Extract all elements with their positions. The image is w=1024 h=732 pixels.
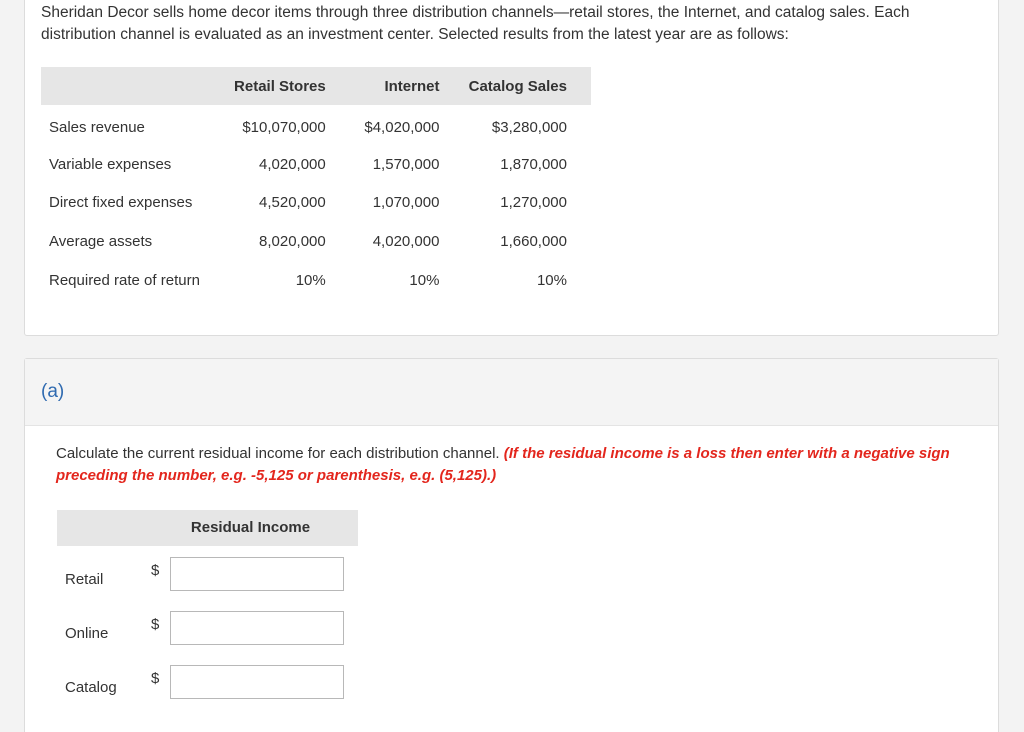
cell-value: 10% xyxy=(409,271,440,289)
row-label: Direct fixed expenses xyxy=(49,194,193,212)
table-corner xyxy=(41,67,212,105)
table-row xyxy=(41,261,591,300)
row-label: Average assets xyxy=(49,232,153,250)
row-label: Variable expenses xyxy=(49,155,172,173)
cell-value: 1,660,000 xyxy=(500,232,567,250)
table-row xyxy=(41,184,591,223)
cell-value: $3,280,000 xyxy=(491,118,567,136)
catalog-residual-income-input[interactable] xyxy=(170,665,344,699)
cell-value: 1,870,000 xyxy=(500,155,567,173)
table-row xyxy=(41,145,591,184)
column-header-internet: Internet xyxy=(350,67,464,105)
column-header-retail: Retail Stores xyxy=(212,67,349,105)
cell-value: $4,020,000 xyxy=(364,118,440,136)
table-row xyxy=(41,222,591,261)
question-hint: (If the residual income is a loss then enter with a negative sign preceding the number, e.g. -5,125 or parenthesis, e.g. (5,125).) xyxy=(56,445,950,484)
cell-value: 4,020,000 xyxy=(372,232,440,250)
cell-value: $10,070,000 xyxy=(242,118,326,136)
answer-row-retail xyxy=(57,557,377,597)
results-table xyxy=(41,67,591,299)
cell-value: 4,020,000 xyxy=(259,155,326,173)
row-label: Sales revenue xyxy=(49,118,145,136)
question-text xyxy=(56,443,986,487)
table-row xyxy=(41,105,591,145)
online-residual-income-input[interactable] xyxy=(170,611,344,645)
cell-value: 1,070,000 xyxy=(372,194,440,212)
part-a-card xyxy=(24,358,999,732)
currency-symbol: $ xyxy=(151,616,160,633)
answer-row-online xyxy=(57,611,377,651)
cell-value: 4,520,000 xyxy=(259,194,326,212)
column-header-catalog: Catalog Sales xyxy=(463,67,591,105)
currency-symbol: $ xyxy=(151,670,160,687)
part-a-header xyxy=(25,359,998,426)
cell-value: 10% xyxy=(536,271,567,289)
cell-value: 10% xyxy=(295,271,326,289)
currency-symbol: $ xyxy=(151,562,160,579)
residual-income-header: Residual Income xyxy=(57,510,358,546)
answer-label: Online xyxy=(65,625,109,642)
problem-intro: Sheridan Decor sells home decor items through three distribution channels—retail stores, the Internet, and catalog sales. Each distribution channel is evaluated as an investment center. Selected results from the latest year are as follows: xyxy=(41,4,910,43)
answer-label: Retail xyxy=(65,571,104,588)
question-main: Calculate the current residual income for each distribution channel. xyxy=(56,445,500,462)
cell-value: 8,020,000 xyxy=(259,232,326,250)
problem-card xyxy=(24,0,999,336)
cell-value: 1,570,000 xyxy=(372,155,440,173)
answer-row-catalog xyxy=(57,665,377,705)
part-a-label: (a) xyxy=(41,381,65,402)
table-header-row xyxy=(41,67,591,105)
answer-label: Catalog xyxy=(65,679,117,696)
cell-value: 1,270,000 xyxy=(500,194,567,212)
row-label: Required rate of return xyxy=(49,271,200,289)
retail-residual-income-input[interactable] xyxy=(170,557,344,591)
